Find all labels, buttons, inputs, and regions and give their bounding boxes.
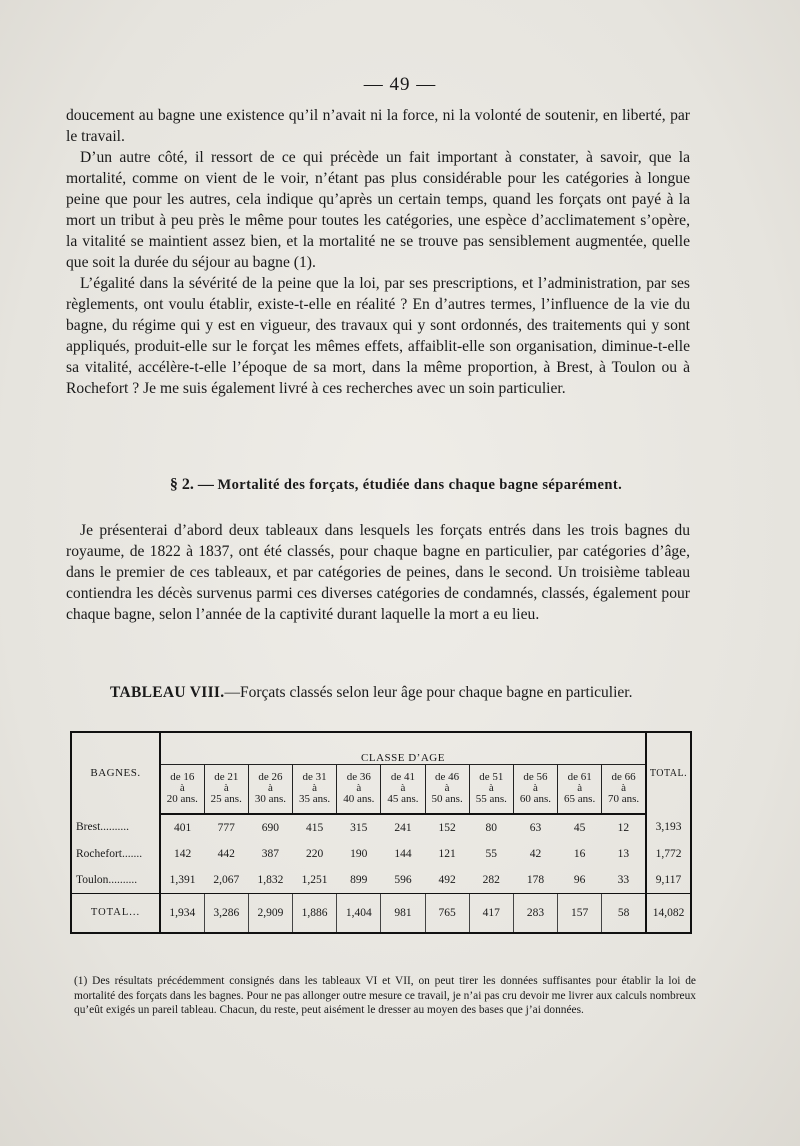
table-cell: 1,934 [160, 893, 204, 932]
age-class-a: à [577, 782, 583, 795]
age-class-a: à [621, 782, 627, 795]
table-row [72, 893, 690, 932]
table-cell: 16 [573, 847, 586, 860]
table-cell: 190 [350, 847, 368, 860]
table-cell: 2,067 [213, 873, 240, 886]
table-label: TABLEAU VIII. [110, 684, 225, 701]
age-class-from: de 46 [435, 771, 460, 784]
age-class-header [160, 764, 204, 813]
table-title [110, 684, 670, 702]
table-cell: 442 [217, 847, 235, 860]
table-cell: 241 [394, 821, 412, 834]
section-title: Mortalité des forçats, étudiée dans chaque bagne séparément. [217, 477, 623, 493]
table-cell: 144 [394, 847, 412, 860]
row-label: TOTAL... [72, 893, 160, 932]
age-class-header [425, 764, 469, 813]
age-class-to: 60 ans. [519, 793, 552, 806]
table-cell: 596 [394, 873, 412, 886]
paragraph-tables-intro: Je présenterai d’abord deux tableaux dans lesquels les forçats entrés dans les trois bagnes du royaume, de 1822 à 1837, ont été classés, pour chaque bagne en particulier, par catégories d’âge, dans le premier de ces tableaux, et par catégories de peines, dans le second. Un troisième tableau contiendra les décès survenus parmi ces diverses catégories de condamnés, classés, également pour chaque bagne, selon l’année de la captivité durant laquelle la mort a eu lieu. [66, 522, 690, 623]
paragraph-equality: L’égalité dans la sévérité de la peine que la loi, par ses prescriptions, et l’administration, par ses règlements, ont voulu établir, existe-t-elle en réalité ? En d’autres termes, l’influence de la vie du bagne, du régime qui y est en vigueur, des travaux qui y sont ordonnés, des traitements qui y sont appliqués, produit-elle sur le forçat les mêmes effets, affaiblit-elle son organisation, diminue-t-elle sa vitalité, accélère-t-elle l’époque de sa mort, dans la même proportion, à Brest, à Toulon ou à Rochefort ? Je me suis également livré à ces recherches avec un soin particulier. [66, 275, 690, 397]
age-class-from: de 21 [214, 771, 239, 784]
table-cell: 152 [438, 821, 456, 834]
age-class-header [293, 764, 337, 813]
age-class-a: à [533, 782, 538, 795]
table-cell: 492 [438, 873, 456, 886]
age-class-a: à [223, 782, 229, 795]
table-cell: 96 [573, 873, 586, 886]
table-cell: 899 [350, 873, 368, 886]
table-cell: 282 [482, 873, 500, 886]
table-cell: 401 [173, 821, 192, 834]
age-class-from: de 16 [170, 771, 195, 784]
table-cell: 45 [573, 821, 586, 834]
age-class-to: 20 ans. [166, 793, 198, 806]
age-class-to: 30 ans. [254, 793, 287, 806]
age-class-a: à [356, 782, 362, 795]
age-class-from: de 26 [258, 771, 283, 784]
table-cell: 63 [529, 821, 542, 834]
section-heading [66, 476, 726, 494]
table-cell: 777 [217, 821, 235, 834]
age-class-from: de 51 [479, 771, 504, 784]
header-classe-age: CLASSE D’AGE [361, 751, 445, 764]
age-class-to: 40 ans. [343, 793, 375, 806]
body-text-section [66, 520, 690, 625]
age-class-header [248, 764, 292, 813]
section-number: § 2. — [169, 476, 214, 493]
header-bagnes: BAGNES. [72, 733, 160, 814]
age-class-from: de 31 [302, 771, 327, 784]
row-label: Toulon.......... [72, 867, 160, 894]
age-class-to: 35 ans. [299, 793, 331, 806]
table-cell: 1,404 [337, 893, 381, 932]
statistics-table [70, 731, 692, 934]
table-cell: 387 [261, 847, 280, 860]
table-cell: 765 [425, 893, 469, 932]
table-cell: 33 [617, 873, 630, 886]
paragraph-mortality: D’un autre côté, il ressort de ce qui précède un fait important à constater, à savoir, que la mortalité, comme on vient de le voir, n’étant pas plus considérable pour les catégories à longue peine que pour les autres, cela indique qu’après un certain temps, quand les forçats ont payé à la mort un tribut à peu près le même pour toutes les catégories, une espèce d’acclimatement s’opère, la vitalité se maintient assez bien, et la mortalité ne se trouve pas sensiblement augmentée, quelle que soit la durée du séjour au bagne (1). [66, 149, 690, 271]
row-label: Rochefort....... [72, 841, 160, 867]
row-total: 1,772 [646, 841, 690, 867]
table-cell: 121 [438, 847, 456, 860]
age-class-header-row [72, 764, 690, 813]
table-cell: 417 [469, 893, 513, 932]
table-cell: 178 [526, 873, 545, 886]
table-cell: 1,886 [293, 893, 337, 932]
table-cell: 1,832 [257, 873, 284, 886]
table-cell: 58 [602, 893, 646, 932]
table-cell: 1,251 [301, 873, 328, 886]
row-label: Brest.......... [72, 814, 160, 841]
age-class-a: à [267, 782, 273, 795]
table-row [72, 814, 690, 841]
page-number: — 49 — [363, 74, 437, 95]
body-text-top [66, 105, 690, 399]
table-cell: 55 [485, 847, 498, 860]
table-caption: —Forçats classés selon leur âge pour chaque bagne en particulier. [224, 684, 633, 701]
age-class-a: à [179, 782, 185, 795]
table-cell: 3,286 [204, 893, 248, 932]
age-class-header [469, 764, 513, 813]
row-total: 14,082 [646, 893, 690, 932]
table-cell: 42 [529, 847, 542, 860]
age-class-to: 25 ans. [210, 793, 242, 806]
table-cell: 157 [558, 893, 602, 932]
age-class-a: à [488, 782, 494, 795]
age-class-header [381, 764, 425, 813]
table-cell: 142 [173, 847, 192, 860]
table-cell: 1,391 [169, 873, 196, 886]
table-cell: 12 [617, 821, 630, 834]
table-row [72, 841, 690, 867]
age-class-from: de 36 [346, 771, 371, 784]
table-row [72, 867, 690, 894]
table-cell: 315 [350, 821, 368, 834]
age-class-to: 50 ans. [431, 793, 463, 806]
age-class-a: à [400, 782, 406, 795]
age-class-from: de 41 [390, 771, 416, 784]
footnote-text: (1) Des résultats précédemment consignés dans les tableaux VI et VII, on peut tirer les données suffisantes pour établir la loi de mortalité des forçats dans les bagnes. Pour ne pas allonger outre mesure ce travail, je n’ai pas cru devoir me livrer aux calculs nombreux qu’eût exigés un pareil tableau. Chacun, du reste, peut aisément le dresser au moyen des bases que j’ai données. [74, 975, 696, 1016]
row-total: 9,117 [646, 867, 690, 894]
header-total: TOTAL. [646, 733, 690, 814]
table-body [72, 814, 690, 932]
age-class-to: 45 ans. [387, 793, 419, 806]
age-class-to: 65 ans. [564, 793, 596, 806]
age-class-header [337, 764, 381, 813]
table-cell: 13 [617, 847, 630, 860]
age-class-to: 55 ans. [475, 793, 507, 806]
age-class-from: de 56 [523, 771, 548, 784]
table-cell: 415 [305, 821, 324, 834]
age-class-a: à [312, 782, 318, 795]
table-cell: 2,909 [248, 893, 292, 932]
age-class-from: de 61 [567, 771, 592, 784]
table-cell: 690 [261, 821, 280, 834]
paragraph-continuation: doucement au bagne une existence qu’il n’avait ni la force, ni la volonté de soutenir, en liberté, par le travail. [66, 107, 690, 145]
age-class-header [602, 764, 646, 813]
age-class-header [558, 764, 602, 813]
table-cell: 283 [513, 893, 557, 932]
table-cell: 80 [485, 821, 498, 834]
footnote [74, 974, 696, 1018]
age-class-a: à [444, 782, 450, 795]
age-class-from: de 66 [611, 771, 636, 784]
age-class-header [204, 764, 248, 813]
age-class-header [513, 764, 557, 813]
table-cell: 220 [305, 847, 324, 860]
table-cell: 981 [381, 893, 425, 932]
row-total: 3,193 [646, 814, 690, 841]
age-class-to: 70 ans. [608, 793, 640, 806]
